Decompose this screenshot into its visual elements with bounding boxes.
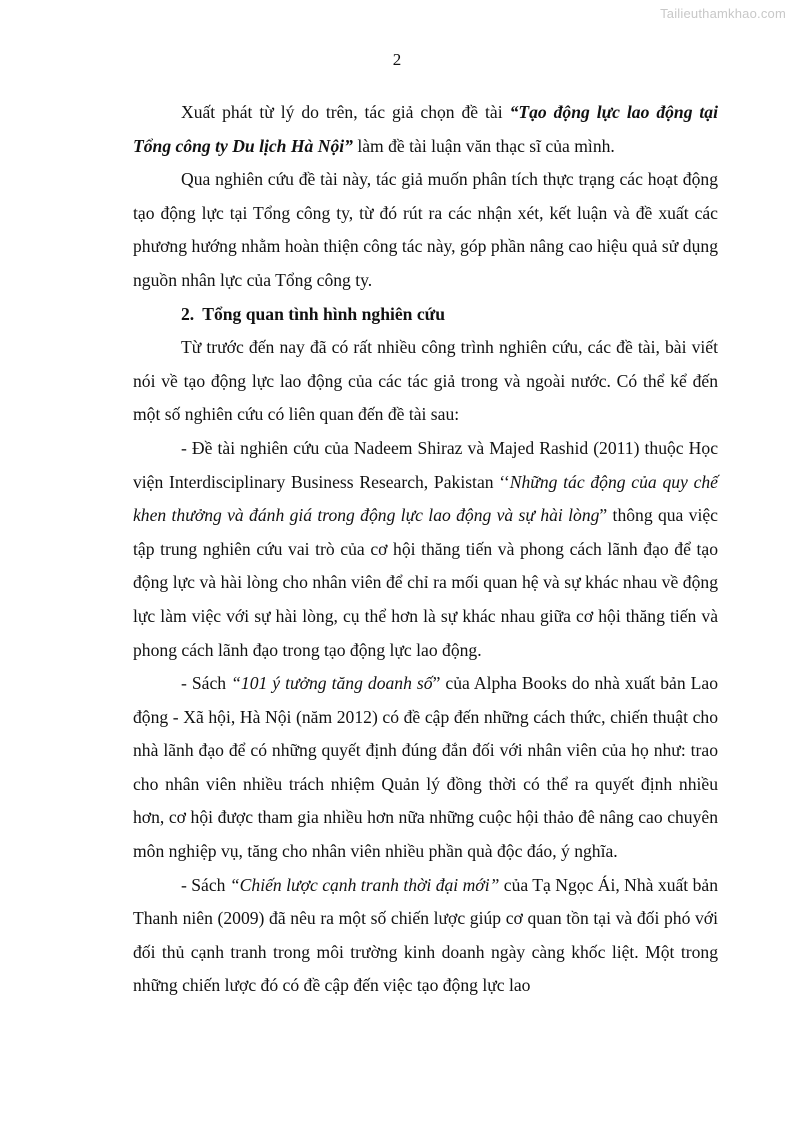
section-title: Tổng quan tình hình nghiên cứu: [202, 303, 446, 324]
paragraph-book-competition-strategy: - Sách “Chiến lược cạnh tranh thời đại mới” của Tạ Ngọc Ái, Nhà xuất bản Thanh niên (2009) đã nêu ra một số chiến lược giúp cơ quan tồn tại và đối phó với đối thủ cạnh tranh trong môi trường kinh doanh ngày càng khốc liệt. Một trong những chiến lược đó có đề cập đến việc tạo động lực lao: [133, 874, 718, 996]
watermark: Tailieuthamkhao.com: [660, 6, 786, 21]
book-title: “Chiến lược cạnh tranh thời đại mới”: [229, 874, 500, 895]
paragraph-overview: Từ trước đến nay đã có rất nhiều công trình nghiên cứu, các đề tài, bài viết nói về tạo động lực lao động của các tác giả trong và ngoài nước. Có thể kể đến một số nghiên cứu có liên quan đến đề tài sau:: [133, 337, 718, 425]
paragraph-research-aim: Qua nghiên cứu đề tài này, tác giả muốn phân tích thực trạng các hoạt động tạo động lực tại Tổng công ty, từ đó rút ra các nhận xét, kết luận và đề xuất các phương hướng nhằm hoàn thiện công tác này, góp phần nâng cao hiệu quả sử dụng nguồn nhân lực của Tổng công ty.: [133, 169, 718, 290]
book-title: “101 ý tưởng tăng doanh số: [231, 673, 433, 694]
document-body: [133, 96, 718, 1003]
section-heading: [133, 298, 718, 332]
study-title: Những tác động của quy chế khen thưởng và đánh giá trong động lực lao động và sự hài lòng: [133, 471, 718, 526]
paragraph-topic-choice: Xuất phát từ lý do trên, tác giả chọn đề tài “Tạo động lực lao động tại Tổng công ty Du lịch Hà Nội” làm đề tài luận văn thạc sĩ của mình.: [133, 102, 718, 156]
paragraph-study-shiraz-rashid: - Đề tài nghiên cứu của Nadeem Shiraz và Majed Rashid (2011) thuộc Học viện Interdisciplinary Business Research, Pakistan ‘‘Những tác động của quy chế khen thưởng và đánh giá trong động lực lao động và sự hài lòng” thông qua việc tập trung nghiên cứu vai trò của cơ hội thăng tiến và phong cách lãnh đạo để tạo động lực và hài lòng cho nhân viên để chỉ ra mối quan hệ và sự khác nhau về động lực làm việc với sự hài lòng, cụ thể hơn là sự khác nhau giữa cơ hội thăng tiến và phong cách lãnh đạo trong tạo động lực lao động.: [133, 437, 718, 660]
paragraph-book-101-ideas: - Sách “101 ý tưởng tăng doanh số” của Alpha Books do nhà xuất bản Lao động - Xã hội, Hà Nội (năm 2012) có đề cập đến những cách thức, chiến thuật cho nhà lãnh đạo để có những quyết định đúng đắn đối với nhân viên của họ như: trao cho nhân viên nhiều trách nhiệm Quản lý đồng thời có thể ra quyết định nhiều hơn, cơ hội được tham gia nhiều hơn nữa những cuộc hội thảo đê nâng cao chuyên môn nghiệp vụ, tăng cho nhân viên nhiều phần quà độc đáo, ý nghĩa.: [133, 673, 719, 862]
page-number: 2: [392, 50, 402, 69]
thesis-title: “Tạo động lực lao động tại Tổng công ty Du lịch Hà Nội”: [133, 102, 718, 156]
section-number: 2.: [181, 303, 195, 324]
